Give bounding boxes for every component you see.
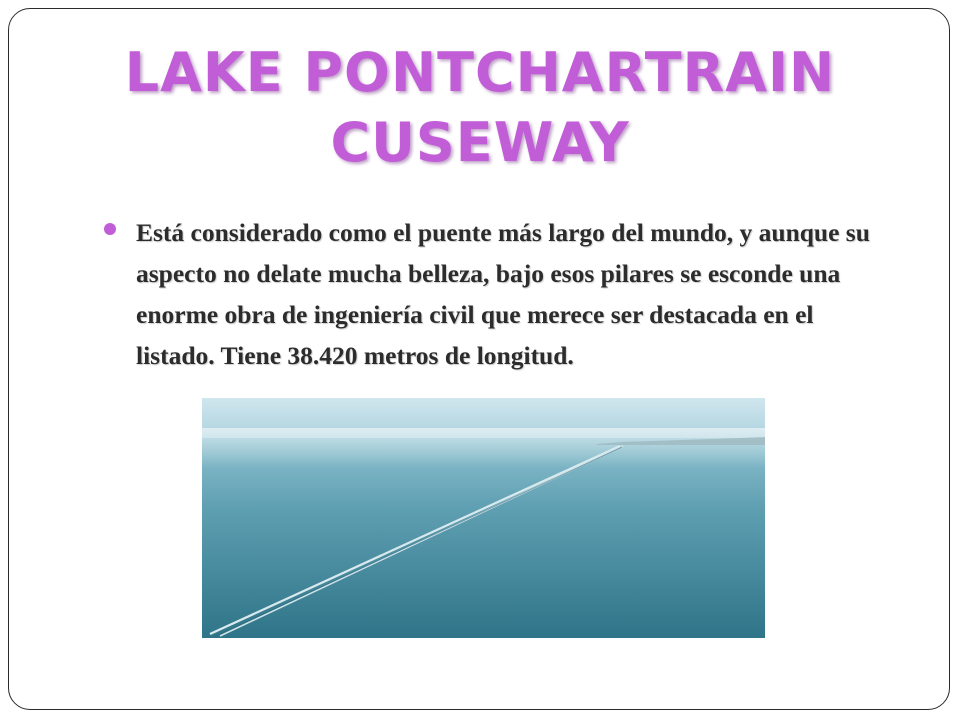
bullet-text: Está considerado como el puente más largo del mundo, y aunque su aspecto no delate mucha belleza, bajo esos pilares se esconde una enorme obra de ingeniería civil que merece ser destacada en el listado. Tiene 38.420 metros de longitud. <box>136 218 870 370</box>
bridge-photo <box>202 398 765 638</box>
photo-haze <box>202 428 765 468</box>
bullet-item <box>104 212 894 376</box>
title-line-1: LAKE PONTCHARTRAIN <box>124 41 836 104</box>
slide-title <box>0 38 960 178</box>
title-line-2: CUSEWAY <box>330 111 630 174</box>
bullet-marker <box>104 223 116 235</box>
